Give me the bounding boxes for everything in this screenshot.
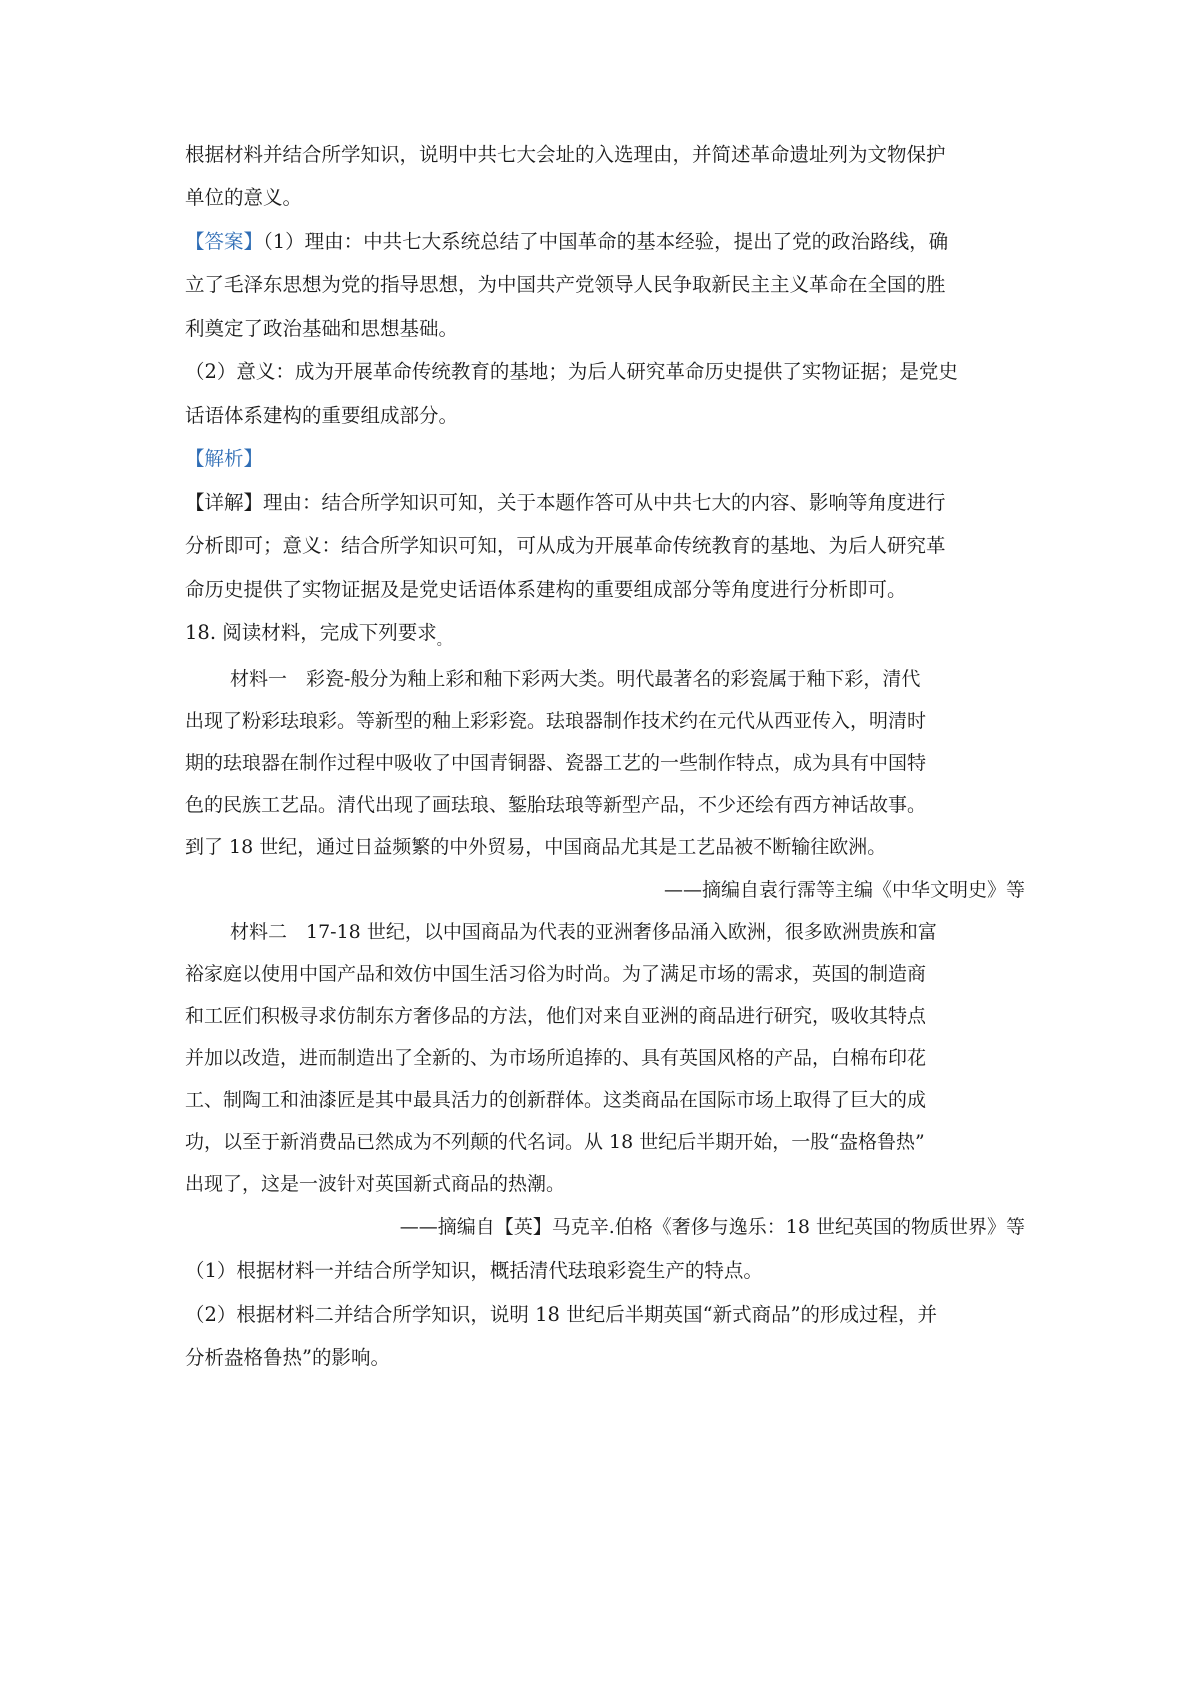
answer-label: 【答案】 bbox=[185, 230, 264, 253]
answer-line-1 bbox=[185, 227, 1025, 257]
question-intro-line-2: 单位的意义。 bbox=[185, 186, 303, 209]
material2-line-7: 出现了，这是一波针对英国新式商品的热潮。 bbox=[185, 1173, 566, 1195]
analysis-detail-line-3: 命历史提供了实物证据及是党史话语体系建构的重要组成部分等角度进行分析即可。 bbox=[185, 578, 907, 601]
q18-subquestion-2-line-1: （2）根据材料二并结合所学知识，说明 18 世纪后半期英国“新式商品”的形成过程，并 bbox=[185, 1303, 938, 1326]
material2-line-5: 工、制陶工和油漆匠是其中最具活力的创新群体。这类商品在国际市场上取得了巨大的成 bbox=[185, 1089, 927, 1111]
analysis-detail-text-1: 理由：结合所学知识可知，关于本题作答可从中共七大的内容、影响等角度进行 bbox=[263, 491, 946, 514]
analysis-label: 【解析】 bbox=[185, 447, 264, 470]
answer-part2-line-1: （2）意义：成为开展革命传统教育的基地；为后人研究革命历史提供了实物证据；是党史 bbox=[185, 360, 958, 383]
material2-line-3: 和工匠们积极寻求仿制东方奢侈品的方法，他们对来自亚洲的商品进行研究，吸收其特点 bbox=[185, 1005, 927, 1027]
material1-line-4: 色的民族工艺品。清代出现了画珐琅、錾胎珐琅等新型产品，不少还绘有西方神话故事。 bbox=[185, 794, 927, 816]
material1-line-5: 到了 18 世纪，通过日益频繁的中外贸易，中国商品尤其是工艺品被不断输往欧洲。 bbox=[185, 836, 887, 858]
answer-part1-line-2: 立了毛泽东思想为党的指导思想，为中国共产党领导人民争取新民主主义革命在全国的胜 bbox=[185, 273, 946, 296]
answer-part1-line-3: 利奠定了政治基础和思想基础。 bbox=[185, 317, 459, 340]
q18-subquestion-1: （1）根据材料一并结合所学知识，概括清代珐琅彩瓷生产的特点。 bbox=[185, 1259, 763, 1282]
material2-line-6: 功，以至于新消费品已然成为不列颠的代名词。从 18 世纪后半期开始，一股“盎格鲁热” bbox=[185, 1131, 925, 1153]
analysis-detail-line-1 bbox=[185, 488, 1025, 518]
answer-part2-line-2: 话语体系建构的重要组成部分。 bbox=[185, 404, 459, 427]
answer-part1-line-1: （1）理由：中共七大系统总结了中国革命的基本经验，提出了党的政治路线，确 bbox=[263, 230, 949, 253]
material1-line-2: 出现了粉彩珐琅彩。等新型的釉上彩彩瓷。珐琅器制作技术约在元代从西亚传入，明清时 bbox=[185, 710, 927, 732]
material2-source: ——摘编自【英】马克辛.伯格《奢侈与逸乐：18 世纪英国的物质世界》等 bbox=[399, 1216, 1025, 1238]
material2-line-2: 裕家庭以使用中国产品和效仿中国生活习俗为时尚。为了满足市场的需求，英国的制造商 bbox=[185, 963, 927, 985]
question-intro-line-1: 根据材料并结合所学知识，说明中共七大会址的入选理由，并简述革命遗址列为文物保护 bbox=[185, 143, 946, 166]
analysis-detail-line-2: 分析即可；意义：结合所学知识可知，可从成为开展革命传统教育的基地、为后人研究革 bbox=[185, 534, 946, 557]
q18-subquestion-2-line-2: 分析盎格鲁热”的影响。 bbox=[185, 1346, 390, 1369]
material2-line-4: 并加以改造，进而制造出了全新的、为市场所追捧的、具有英国风格的产品，白棉布印花 bbox=[185, 1047, 927, 1069]
material1-line-1: 材料一 彩瓷-般分为釉上彩和釉下彩两大类。明代最著名的彩瓷属于釉下彩，清代 bbox=[230, 668, 921, 690]
q18-title-text: 18. 阅读材料，完成下列要求 bbox=[185, 621, 437, 644]
q18-title-end: 。 bbox=[436, 633, 451, 649]
material2-line-1: 材料二 17-18 世纪，以中国商品为代表的亚洲奢侈品涌入欧洲，很多欧洲贵族和富 bbox=[230, 921, 937, 943]
q18-title bbox=[185, 618, 1025, 656]
material1-source: ——摘编自袁行霈等主编《中华文明史》等 bbox=[663, 879, 1025, 901]
detail-label: 【详解】 bbox=[185, 491, 264, 514]
material1-line-3: 期的珐琅器在制作过程中吸收了中国青铜器、瓷器工艺的一些制作特点，成为具有中国特 bbox=[185, 752, 927, 774]
